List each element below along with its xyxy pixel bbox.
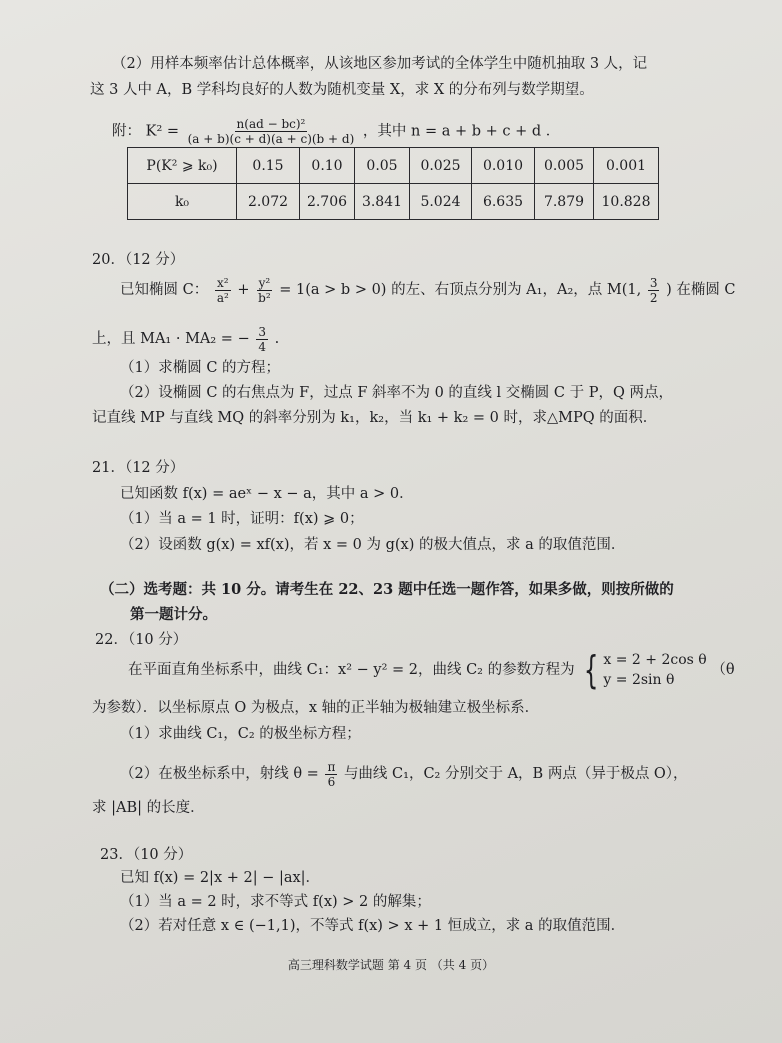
- q23-part2: （2）若对任意 x ∈ (−1,1)，不等式 f(x) > x + 1 恒成立，求 a 的取值范围．: [120, 918, 626, 934]
- elective-line2: 第一题计分。: [130, 606, 217, 623]
- elective-line1: （二）选考题：共 10 分。请考生在 22、23 题中任选一题作答，如果多做，则按所做的: [100, 581, 674, 598]
- page-footer: 高三理科数学试题 第 4 页 （共 4 页）: [287, 958, 495, 972]
- k2-critical-value-table: [127, 147, 659, 220]
- q21-stem: 已知函数 f(x) = aeˣ − x − a，其中 a > 0．: [120, 486, 414, 502]
- q22-stem: [128, 648, 735, 692]
- q19-part2-line1: （2）用样本频率估计总体概率，从该地区参加考试的全体学生中随机抽取 3 人，记: [112, 56, 648, 72]
- table-row-label: k₀: [128, 184, 237, 220]
- appendix-label: 附：: [112, 123, 141, 140]
- table-row-label: P(K² ⩾ k₀): [128, 148, 237, 184]
- q22-part2: [120, 756, 688, 792]
- frac-num: y²: [258, 275, 271, 290]
- table-cell: 0.001: [594, 148, 659, 184]
- q21-part2: （2）设函数 g(x) = xf(x)，若 x = 0 为 g(x) 的极大值点，求 a 的取值范围．: [120, 537, 626, 553]
- three-halves: [648, 276, 660, 305]
- param-equation-system: [579, 650, 707, 690]
- table-cell: 7.879: [535, 184, 594, 220]
- k2-denominator: (a + b)(c + d)(a + c)(b + d): [187, 132, 355, 146]
- table-cell: 0.05: [355, 148, 410, 184]
- q20-line2-a: 上，且 MA₁ · MA₂ = −: [92, 331, 250, 347]
- q21-part1: （1）当 a = 1 时，证明：f(x) ⩾ 0；: [120, 511, 364, 527]
- k2-formula: [112, 117, 560, 146]
- q20-part2-line2: 记直线 MP 与直线 MQ 的斜率分别为 k₁，k₂，当 k₁ + k₂ = 0 时，求△MPQ 的面积．: [92, 410, 658, 426]
- q20-stem-c: ) 在椭圆 C: [666, 282, 736, 298]
- table-cell: 0.005: [535, 148, 594, 184]
- q23-header: 23．（10 分）: [100, 847, 193, 863]
- q23-stem: 已知 f(x) = 2|x + 2| − |ax|．: [120, 870, 321, 886]
- frac-den: b²: [258, 290, 271, 305]
- frac-den: 2: [649, 290, 658, 305]
- param-system-lines: [603, 650, 706, 690]
- q20-part1: （1）求椭圆 C 的方程；: [120, 360, 281, 376]
- q20-line2-b: .: [274, 331, 280, 347]
- k2-lhs: K² =: [145, 123, 180, 140]
- table-cell: 0.010: [472, 148, 535, 184]
- q19-part2-line2: 这 3 人中 A，B 学科均良好的人数为随机变量 X，求 X 的分布列与数学期望。: [90, 82, 594, 98]
- plus-sign: +: [237, 282, 250, 298]
- table-row: [128, 184, 659, 220]
- frac-den: 4: [258, 339, 266, 354]
- frac-num: x²: [217, 275, 229, 290]
- q20-stem-b: = 1(a > b > 0) 的左、右顶点分别为 A₁，A₂，点 M(1,: [279, 282, 642, 298]
- table-row: [128, 148, 659, 184]
- q20-line2: [92, 322, 279, 356]
- q21-header: 21．（12 分）: [92, 460, 185, 476]
- frac-den: a²: [216, 290, 229, 305]
- q20-part2-line1: （2）设椭圆 C 的右焦点为 F，过点 F 斜率不为 0 的直线 l 交椭圆 C 于 P，Q 两点，: [120, 385, 673, 401]
- pi-over-6: [325, 760, 337, 789]
- q20-stem: [120, 272, 736, 308]
- frac-num: π: [327, 759, 336, 774]
- q22-part2-a: （2）在极坐标系中，射线 θ =: [120, 766, 319, 782]
- k2-where: ，其中 n = a + b + c + d ．: [362, 123, 561, 140]
- y2-over-b2: [256, 276, 273, 305]
- table-cell: 0.15: [237, 148, 300, 184]
- k2-numerator: n(ad − bc)²: [236, 117, 306, 131]
- param-eq-x: x = 2 + 2cos θ: [603, 652, 707, 668]
- table-cell: 2.072: [237, 184, 300, 220]
- three-quarters: [256, 325, 268, 354]
- table-cell: 0.10: [300, 148, 355, 184]
- table-cell: 0.025: [410, 148, 472, 184]
- table-cell: 6.635: [472, 184, 535, 220]
- left-brace: {: [584, 648, 599, 692]
- q22-line2: 为参数）．以坐标原点 O 为极点，x 轴的正半轴为极轴建立极坐标系．: [92, 700, 540, 716]
- q20-header: 20．（12 分）: [92, 252, 185, 268]
- q22-stem-b: （θ: [711, 662, 735, 678]
- q23-part1: （1）当 a = 2 时，求不等式 f(x) > 2 的解集；: [120, 894, 431, 910]
- frac-num: 3: [649, 275, 658, 290]
- k2-fraction: [186, 117, 357, 146]
- param-eq-y: y = 2sin θ: [603, 672, 675, 688]
- q22-part2-b: 与曲线 C₁，C₂ 分别交于 A，B 两点（异于极点 O），: [343, 766, 688, 782]
- table-cell: 3.841: [355, 184, 410, 220]
- table-cell: 5.024: [410, 184, 472, 220]
- frac-den: 6: [327, 774, 336, 789]
- x2-over-a2: [215, 276, 231, 305]
- q22-header: 22．（10 分）: [95, 632, 188, 648]
- q22-part1: （1）求曲线 C₁，C₂ 的极坐标方程；: [120, 726, 361, 742]
- q22-stem-a: 在平面直角坐标系中，曲线 C₁：x² − y² = 2，曲线 C₂ 的参数方程为: [128, 662, 575, 678]
- q20-stem-a: 已知椭圆 C：: [120, 282, 209, 298]
- q22-part2-line2: 求 |AB| 的长度．: [92, 800, 205, 816]
- table-cell: 2.706: [300, 184, 355, 220]
- frac-num: 3: [258, 324, 266, 339]
- table-cell: 10.828: [594, 184, 659, 220]
